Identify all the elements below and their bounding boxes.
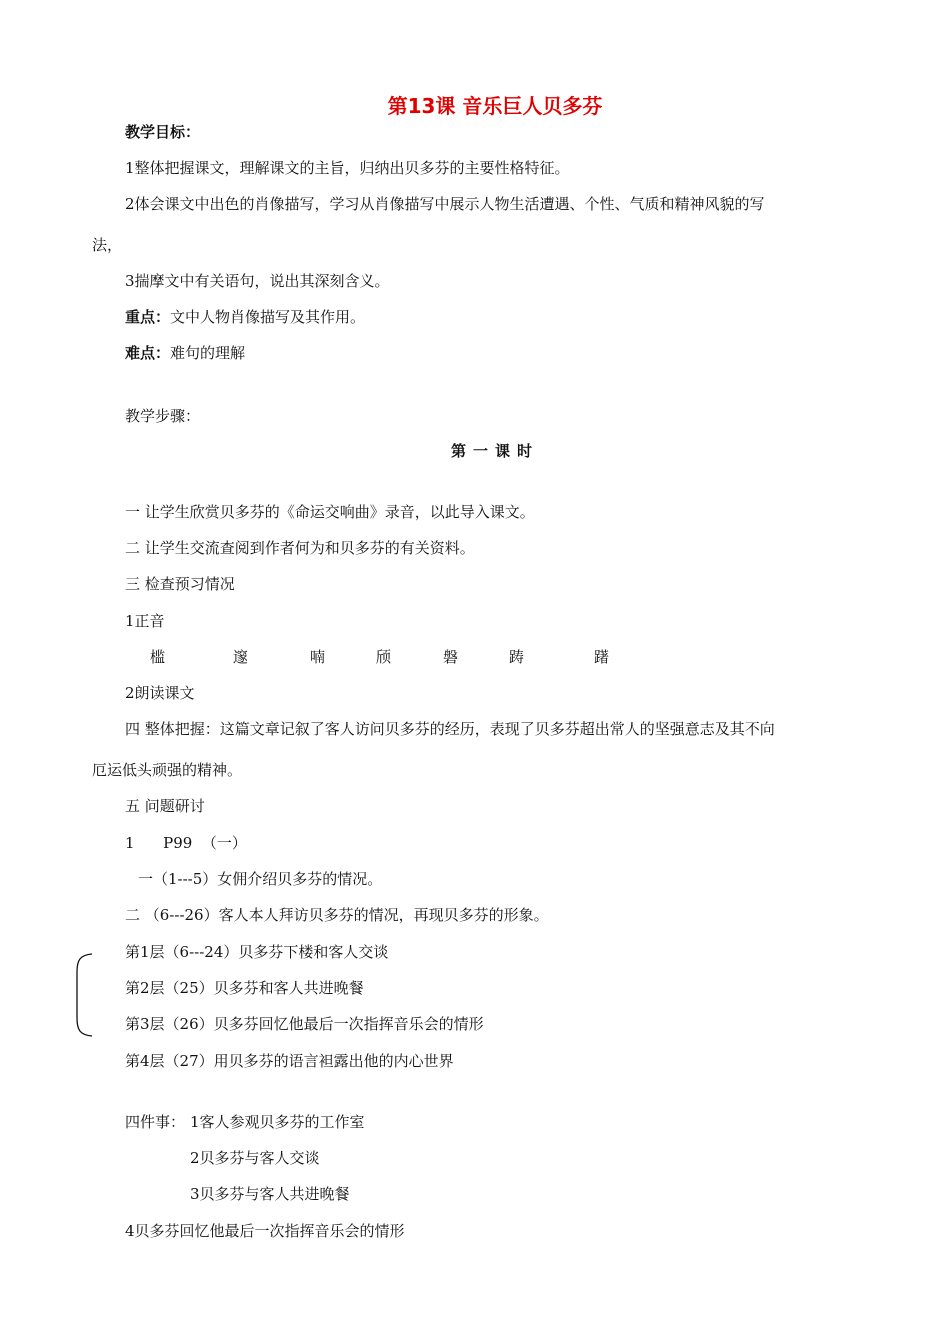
- key-point-text: 文中人物肖像描写及其作用。: [170, 308, 366, 326]
- lesson-title: 第13课 音乐巨人贝多芬: [387, 94, 603, 118]
- pronunciation-char: 邃: [233, 648, 249, 666]
- four-things-item-2: 2贝多芬与客人交谈: [190, 1149, 320, 1167]
- step-3: 三 检查预习情况: [125, 575, 235, 593]
- question-1: 1 P99 （一）: [125, 834, 247, 852]
- pronunciation-char: 颀: [376, 648, 392, 666]
- part-1: 一（1---5）女佣介绍贝多芬的情况。: [138, 870, 383, 888]
- step-1: 一 让学生欣赏贝多芬的《命运交响曲》录音，以此导入课文。: [125, 503, 535, 521]
- layer-3: 第3层（26）贝多芬回忆他最后一次指挥音乐会的情形: [125, 1015, 484, 1033]
- pronunciation-char: 躇: [594, 648, 610, 666]
- pronunciation-char: 槛: [150, 648, 166, 666]
- layer-4: 第4层（27）用贝多芬的语言袒露出他的内心世界: [125, 1052, 454, 1070]
- objective-1: 1整体把握课文，理解课文的主旨，归纳出贝多芬的主要性格特征。: [125, 159, 570, 177]
- key-point: [125, 307, 365, 327]
- pronunciation-char: 踌: [509, 648, 525, 666]
- difficulty-text: 难句的理解: [170, 344, 246, 362]
- lesson-period-heading: 第一课时: [450, 442, 539, 460]
- steps-heading: 教学步骤：: [125, 407, 201, 425]
- step-4-line2: 厄运低头顽强的精神。: [92, 761, 243, 779]
- objectives-heading: 教学目标：: [125, 123, 201, 141]
- pronunciation-char: 喃: [310, 648, 326, 666]
- key-point-label: 重点：: [125, 308, 171, 326]
- step-2: 二 让学生交流查阅到作者何为和贝多芬的有关资料。: [125, 539, 475, 557]
- objective-2-line1: 2体会课文中出色的肖像描写，学习从肖像描写中展示人物生活遭遇、个性、气质和精神风貌的写: [125, 195, 765, 213]
- step-4-line1: 四 整体把握：这篇文章记叙了客人访问贝多芬的经历，表现了贝多芬超出常人的坚强意志及其不向: [125, 720, 775, 738]
- step-5: 五 问题研讨: [125, 797, 205, 815]
- four-things-item-1: 1客人参观贝多芬的工作室: [190, 1113, 365, 1131]
- four-things-label: 四件事：: [125, 1113, 186, 1131]
- pronunciation-char: 磐: [443, 648, 459, 666]
- difficulty-label: 难点：: [125, 344, 171, 362]
- reading-step: 2朗读课文: [125, 684, 195, 702]
- objective-3: 3揣摩文中有关语句，说出其深刻含义。: [125, 272, 390, 290]
- part-2: 二 （6---26）客人本人拜访贝多芬的情况，再现贝多芬的形象。: [125, 906, 549, 924]
- layer-2: 第2层（25）贝多芬和客人共进晚餐: [125, 979, 364, 997]
- layer-1: 第1层（6---24）贝多芬下楼和客人交谈: [125, 943, 389, 961]
- four-things-item-4: 4贝多芬回忆他最后一次指挥音乐会的情形: [125, 1222, 405, 1240]
- pronunciation-label: 1正音: [125, 612, 165, 630]
- difficulty: [125, 343, 245, 363]
- objective-2-line2: 法，: [92, 236, 123, 254]
- four-things-item-3: 3贝多芬与客人共进晚餐: [190, 1185, 350, 1203]
- brace-bracket: [72, 952, 94, 1038]
